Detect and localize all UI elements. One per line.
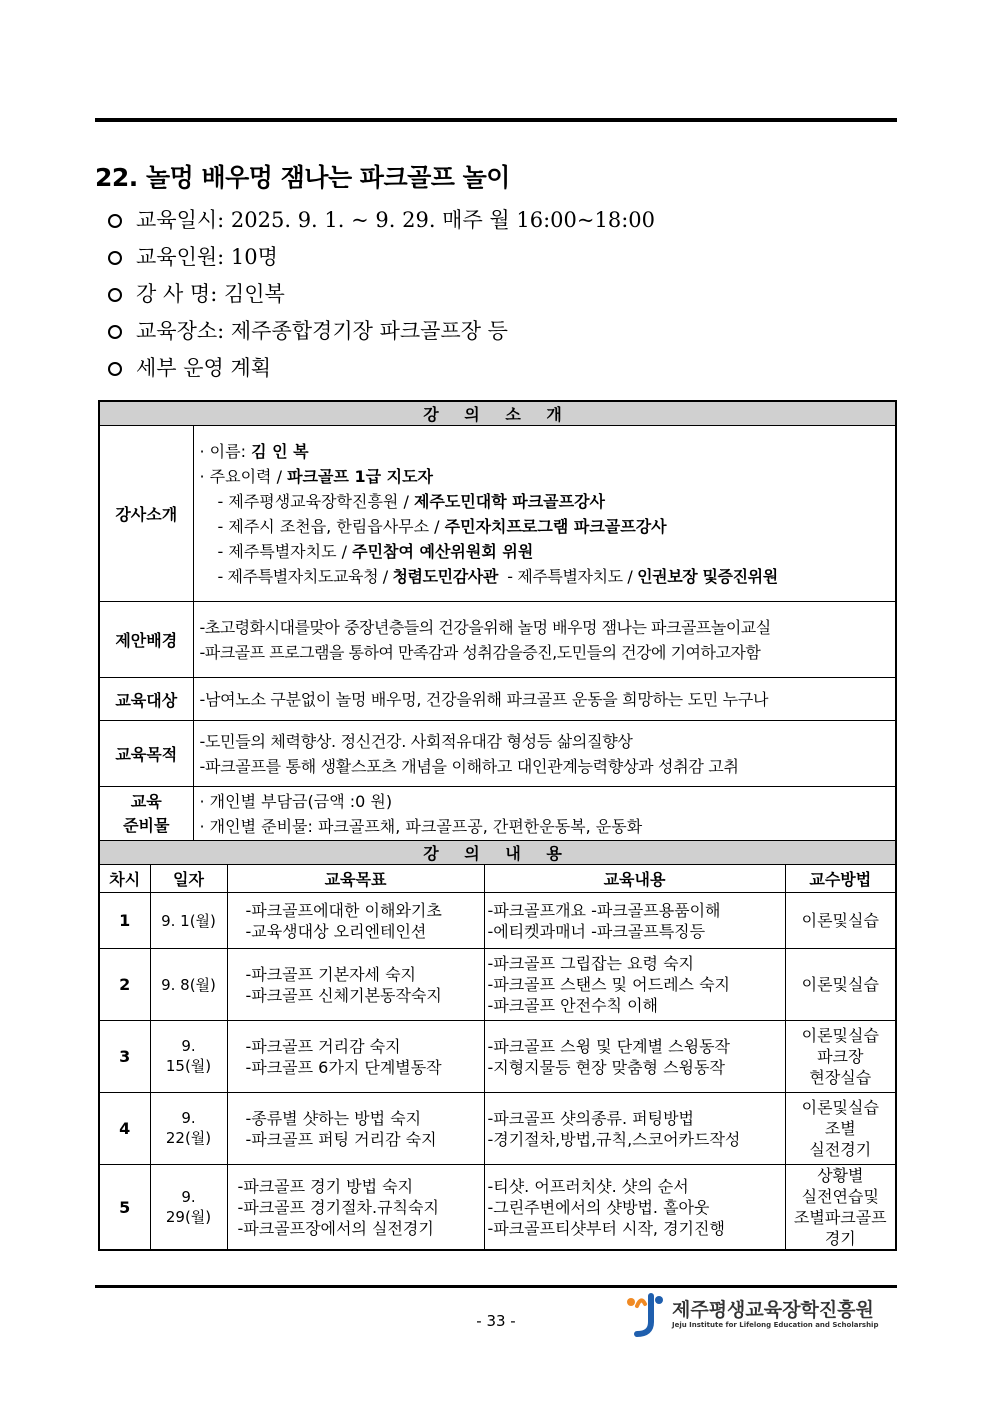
bullet-plan: 세부 운영 계획: [108, 350, 655, 387]
supplies-text: · 개인별 부담금(금액 :0 원) · 개인별 준비물: 파크골프채, 파크골프공, 간편한운동복, 운동화: [193, 787, 896, 841]
section-title: 22. 놀멍 배우멍 잼나는 파크골프 놀이: [95, 163, 510, 192]
table-row: 2 9. 8(월) -파크골프 기본자세 숙지 -파크골프 신체기본동작숙지 -파크골프 그립잡는 요령 숙지 -파크골프 스탠스 및 어드레스 숙지 -파크골프 안전수칙 이해 이론및실습: [99, 949, 896, 1021]
table-row: 5 9. 29(월) -파크골프 경기 방법 숙지 -파크골프 경기절차.규칙숙지 -파크골프장에서의 실전경기 -티샷. 어프러치샷. 샷의 순서 -그린주변에서의 샷방법. 홀아웃 -파크골프티샷부터 시작, 경기진행 상황별 실전연습및 조별파크골프 경기: [99, 1165, 896, 1251]
bullet-headcount: 교육인원: 10명: [108, 239, 655, 276]
col-content: 교육내용: [484, 865, 785, 893]
bullet-list: [108, 202, 655, 387]
supplies-label: 교육 준비물: [99, 787, 193, 841]
section-header-content: 강 의 내 용: [99, 841, 896, 865]
career-item: - 제주특별자치도교육청 / 청렴도민감사관 - 제주특별자치도 / 인권보장 및증진위원: [217, 566, 778, 586]
goal-text: -도민들의 체력향상. 정신건강. 사회적유대감 형성등 삶의질향상 -파크골프를 통해 생활스포츠 개념을 이해하고 대인관계능력향상과 성취감 고취: [193, 721, 896, 787]
career-item: - 제주특별자치도 / 주민참여 예산위원회 위원: [217, 541, 534, 561]
col-session: 차시: [99, 865, 150, 893]
circle-bullet-icon: [108, 325, 122, 339]
circle-bullet-icon: [108, 288, 122, 302]
circle-bullet-icon: [108, 251, 122, 265]
career-item: - 제주평생교육장학진흥원 / 제주도민대학 파크골프강사: [217, 491, 605, 511]
instructor-label: 강사소개: [99, 426, 193, 602]
institute-logo: [625, 1292, 895, 1338]
institute-emblem-icon: [625, 1292, 669, 1338]
table-row: 4 9. 22(월) -종류별 샷하는 방법 숙지 -파크골프 퍼팅 거리감 숙지 -파크골프 샷의종류. 퍼팅방법 -경기절차,방법,규칙,스코어카드작성 이론및실습 조별 실전경기: [99, 1093, 896, 1165]
table-row: 1 9. 1(월) -파크골프에대한 이해와기초 -교육생대상 오리엔테인션 -파크골프개요 -파크골프용품이해 -에티켓과매너 -파크골프특징등 이론및실습: [99, 893, 896, 949]
instructor-info: · 이름: 김 인 복 · 주요이력 / 파크골프 1급 지도자 - 제주평생교육장학진흥원 / 제주도민대학 파크골프강사 - 제주시 조천읍, 한림읍사무소 / 주민자치프로그램 파크골프강사 - 제주특별자치도 / 주민참여 예산위원회 위원 - 제주특별자치도교육청 / 청렴도민감사관 - 제주특별자치도 / 인권보장 및증진위원: [193, 426, 896, 602]
page-number: - 33 -: [476, 1312, 516, 1330]
background-label: 제안배경: [99, 602, 193, 678]
col-date: 일자: [150, 865, 227, 893]
schedule-header-row: [99, 865, 896, 893]
institute-name-english: Jeju Institute for Lifelong Education and Scholarship: [672, 1321, 879, 1329]
bullet-instructor: 강 사 명: 김인복: [108, 276, 655, 313]
circle-bullet-icon: [108, 362, 122, 376]
target-label: 교육대상: [99, 678, 193, 721]
goal-label: 교육목적: [99, 721, 193, 787]
bullet-location: 교육장소: 제주종합경기장 파크골프장 등: [108, 313, 655, 350]
bottom-rule: [95, 1285, 897, 1288]
table-row: 3 9. 15(월) -파크골프 거리감 숙지 -파크골프 6가지 단계별동작 -파크골프 스윙 및 단계별 스윙동작 -지형지물등 현장 맞춤형 스윙동작 이론및실습 파크장 현장실습: [99, 1021, 896, 1093]
target-text: -남여노소 구분없이 놀멍 배우멍, 건강을위해 파크골프 운동을 희망하는 도민 누구나: [193, 678, 896, 721]
career-item: - 제주시 조천읍, 한림읍사무소 / 주민자치프로그램 파크골프강사: [217, 516, 667, 536]
background-text: -초고령화시대를맞아 중장년층들의 건강을위해 놀멍 배우멍 잼나는 파크골프놀이교실 -파크골프 프로그램을 통하여 만족감과 성취감을증진,도민들의 건강에 기여하고자함: [193, 602, 896, 678]
col-method: 교수방법: [785, 865, 896, 893]
course-plan-table: [98, 400, 897, 1251]
col-goal: 교육목표: [227, 865, 484, 893]
institute-name: 제주평생교육장학진흥원: [672, 1299, 874, 1321]
circle-bullet-icon: [108, 214, 122, 228]
instructor-name: 김 인 복: [251, 441, 309, 461]
bullet-schedule: 교육일시: 2025. 9. 1. ~ 9. 29. 매주 월 16:00~18:00: [108, 202, 655, 239]
section-header-intro: 강 의 소 개: [99, 401, 896, 426]
top-rule: [95, 118, 897, 122]
